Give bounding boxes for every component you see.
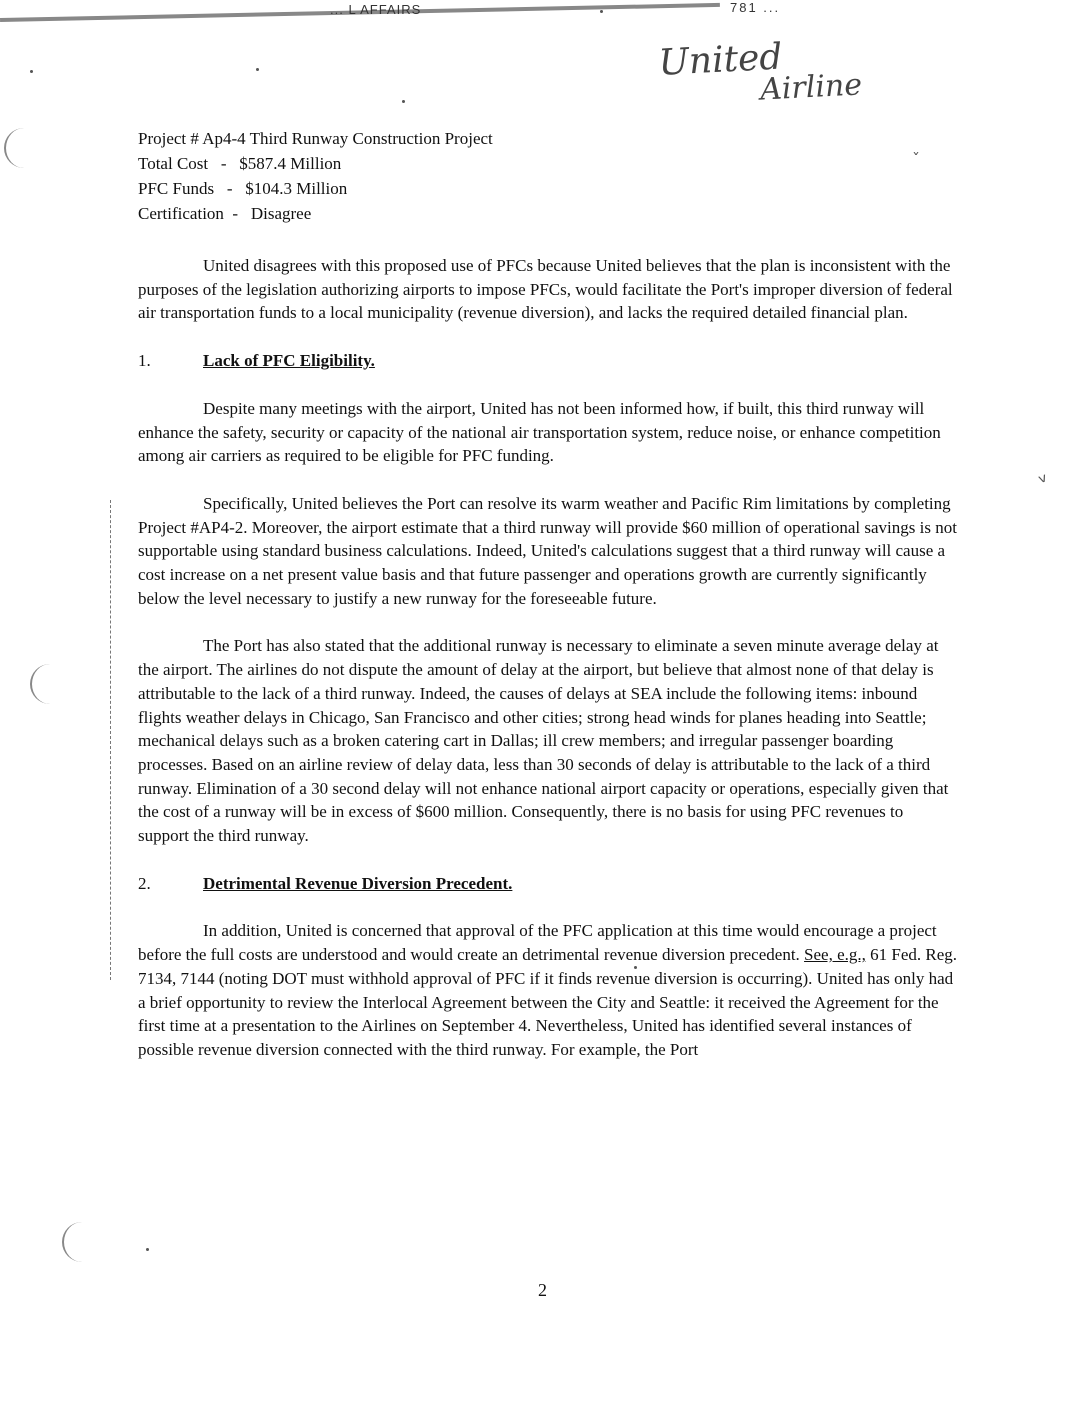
certification-line: Certification - Disagree	[138, 204, 312, 223]
section1-heading	[138, 349, 958, 373]
stray-dot	[30, 70, 33, 73]
handwritten-note-line2: Airline	[759, 67, 863, 108]
margin-mark-small: ˇ	[912, 150, 920, 169]
stray-dot	[600, 10, 603, 13]
handwritten-note-line1: United	[657, 36, 784, 84]
section2-number: 2.	[138, 873, 151, 893]
total-cost-line: Total Cost - $587.4 Million	[138, 154, 342, 173]
section2-text-end: 61 Fed. Reg. 7134, 7144 (noting DOT must withhold approval of PFC if it finds revenue diversion is occurring). United has only had a brief opportunity to review the Interlocal Agreement between the City and Seattle: it received the Agreement for the first time at a presentation to the Airlines on September 4. Nevertheless, United has identified several instances of possible revenue diversion connected with the third runway. For example, the Port	[138, 945, 958, 1059]
margin-vertical-line	[110, 500, 112, 980]
project-line: Project # Ap4-4 Third Runway Construction Project	[138, 129, 493, 148]
fax-header-right-text: 781 ...	[730, 0, 781, 15]
section2-heading	[138, 872, 958, 896]
section1-title: Lack of PFC Eligibility.	[203, 351, 375, 371]
pfc-funds-line: PFC Funds - $104.3 Million	[138, 179, 348, 198]
page-number: 2	[538, 1280, 547, 1300]
section2-text-start: In addition, United is concerned that approval of the PFC application at this time would encourage a project before the full costs are understood and would create an detrimental revenue diversion precedent.	[138, 921, 937, 965]
margin-bracket-bottom	[62, 1222, 84, 1262]
section2-title: Detrimental Revenue Diversion Precedent.	[203, 873, 513, 893]
stray-dot	[402, 100, 405, 103]
fax-header-left-text: ... L AFFAIRS	[330, 2, 422, 17]
section1-paragraph-2: Specifically, United believes the Port can resolve its warm weather and Pacific Rim limitations by completing Project #AP4-2. Moreover, the airport estimate that a third runway will provide $60 million of operational savings is not supportable using standard business calculations. Indeed, United's calculations suggest that a third runway will cause a cost increase on a net present value basis and that future passenger and operations growth are currently significantly below the level necessary to justify a new runway for the foreseeable future.	[138, 493, 957, 608]
stray-dot	[146, 1248, 149, 1251]
margin-mark-right: ᵛ	[1036, 469, 1054, 496]
citation: See, e.g.,	[804, 945, 866, 965]
section1-number: 1.	[138, 351, 151, 371]
section1-paragraph-1: Despite many meetings with the airport, United has not been informed how, if built, this third runway will enhance the safety, security or capacity of the national air transportation system, reduce noise, or enhance competition among air carriers as required to be eligible for PFC funding.	[138, 398, 941, 466]
document-body	[138, 126, 958, 1062]
section1-paragraph-3: The Port has also stated that the additional runway is necessary to eliminate a seven minute average delay at the airport. The airlines do not dispute the amount of delay at the airport, but believe that almost none of that delay is attributable to the lack of a third runway. Indeed, the causes of delays at SEA include the following items: inbound flights weather delays in Chicago, San Francisco and other cities; strong head winds for planes heading into Seattle; mechanical delays such as a broken catering cart in Dallas; ill crew members; and irregular passenger boarding processes. Based on an airline review of delay data, less than 30 seconds of delay is attributable to the lack of a third runway. Elimination of a 30 second delay will not enhance national airport capacity or operations, especially given that the cost of a runway will be in excess of $600 million. Consequently, there is no basis for using PFC revenues to support the third runway.	[138, 636, 949, 846]
intro-paragraph: United disagrees with this proposed use of PFCs because United believes that the plan is inconsistent with the purposes of the legislation authorizing airports to impose PFCs, would facilitate the Port's improper diversion of federal air transportation funds to a local municipality (revenue diversion), and lacks the required detailed financial plan.	[138, 256, 953, 323]
section2-paragraph	[138, 919, 958, 1061]
stray-dot	[256, 68, 259, 71]
handwritten-note	[658, 32, 962, 138]
margin-bracket-top	[4, 128, 26, 168]
margin-bracket-middle	[30, 664, 52, 704]
